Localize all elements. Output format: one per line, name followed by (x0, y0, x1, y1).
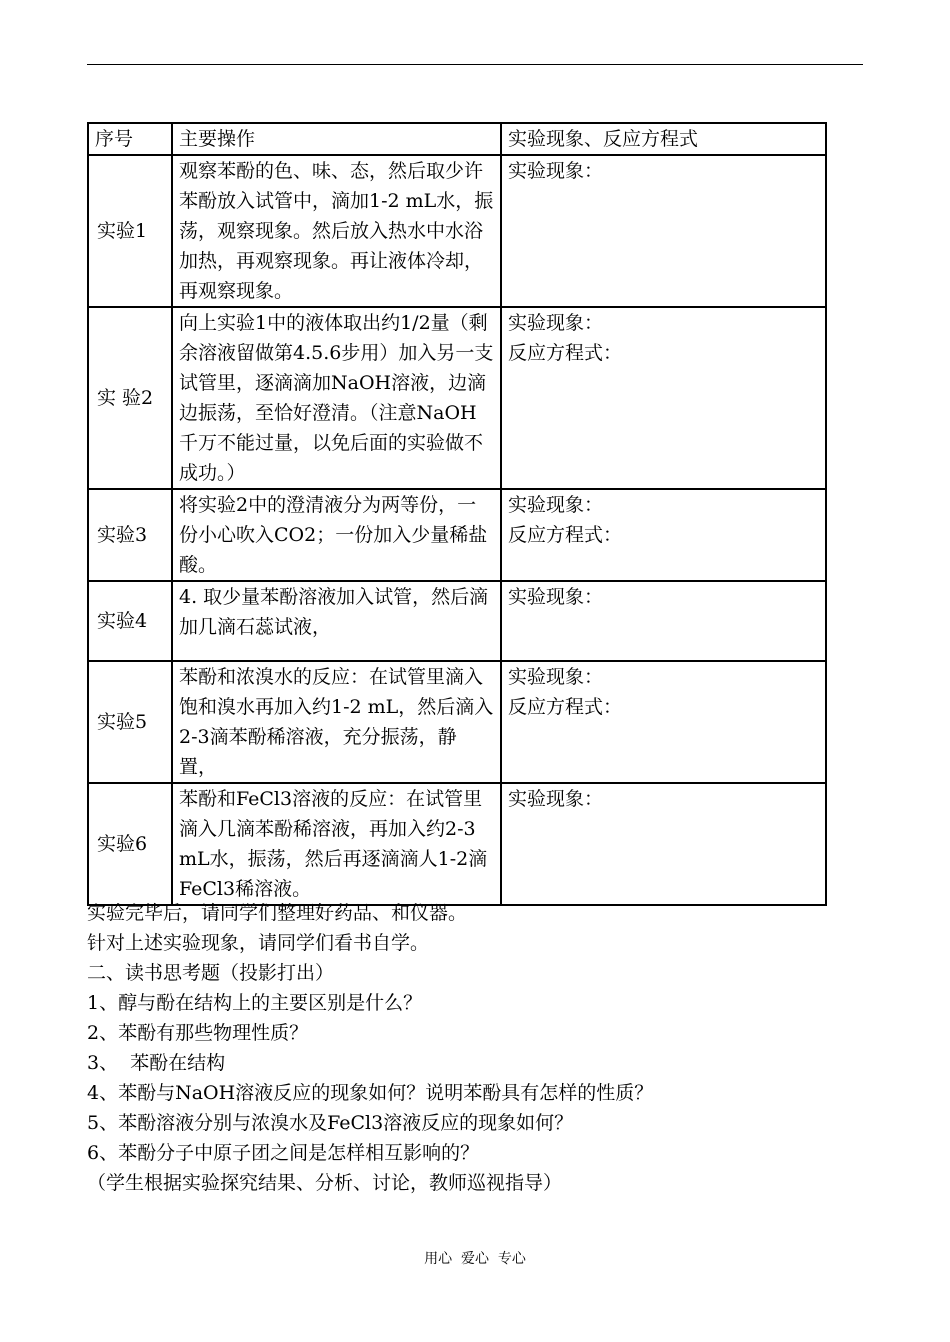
question-item: 4、苯酚与NaOH溶液反应的现象如何？说明苯酚具有怎样的性质？ (87, 1082, 654, 1104)
table-row (88, 307, 826, 489)
result-equation-label: 反应方程式： (508, 342, 623, 364)
question-item: 1、醇与酚在结构上的主要区别是什么？ (87, 992, 423, 1014)
row-result (501, 783, 826, 905)
question-item: 5、苯酚溶液分别与浓溴水及FeCl3溶液反应的现象如何？ (87, 1112, 574, 1134)
question-item: 2、苯酚有那些物理性质？ (87, 1022, 309, 1044)
row-seq: 实验4 (88, 581, 172, 661)
header-operation: 主要操作 (172, 123, 501, 155)
row-operation: 观察苯酚的色、味、态，然后取少许苯酚放入试管中，滴加1-2 mL水，振荡，观察现象。然后放入热水中水浴加热，再观察现象。再让液体冷却，再观察现象。 (172, 155, 501, 307)
note-line: 实验完毕后，请同学们整理好药品、和仪器。 (87, 902, 468, 924)
result-equation-label: 反应方程式： (508, 524, 623, 546)
row-result (501, 581, 826, 661)
page-footer: 用心 爱心 专心 (424, 1251, 526, 1267)
row-seq: 实验5 (88, 661, 172, 783)
row-operation: 苯酚和FeCl3溶液的反应：在试管里滴入几滴苯酚稀溶液，再加入约2-3 mL水，振荡，然后再逐滴滴人1-2滴FeCl3稀溶液。 (172, 783, 501, 905)
result-equation-label: 反应方程式： (508, 696, 623, 718)
experiment-table (87, 122, 827, 906)
result-phenomenon-label: 实验现象： (508, 312, 604, 334)
header-result: 实验现象、反应方程式 (501, 123, 826, 155)
row-result (501, 155, 826, 307)
row-seq: 实验1 (88, 155, 172, 307)
row-operation: 4. 取少量苯酚溶液加入试管，然后滴加几滴石蕊试液， (172, 581, 501, 661)
result-phenomenon-label: 实验现象： (508, 494, 604, 516)
result-phenomenon-label: 实验现象： (508, 160, 604, 182)
row-operation: 将实验2中的澄清液分为两等份，一份小心吹入CO2；一份加入少量稀盐酸。 (172, 489, 501, 581)
question-item: 6、苯酚分子中原子团之间是怎样相互影响的？ (87, 1142, 480, 1164)
table-row (88, 581, 826, 661)
result-phenomenon-label: 实验现象： (508, 586, 604, 608)
note-line: （学生根据实验探究结果、分析、讨论，教师巡视指导） (87, 1172, 563, 1194)
row-seq: 实 验2 (88, 307, 172, 489)
result-phenomenon-label: 实验现象： (508, 666, 604, 688)
table-row (88, 155, 826, 307)
header-rule (87, 64, 863, 65)
row-result (501, 489, 826, 581)
row-seq: 实验6 (88, 783, 172, 905)
row-result (501, 661, 826, 783)
header-seq: 序号 (88, 123, 172, 155)
table-row (88, 489, 826, 581)
question-item: 3、 苯酚在结构 (87, 1052, 226, 1074)
table-header-row (88, 123, 826, 155)
after-table-text (87, 898, 863, 1198)
row-operation: 苯酚和浓溴水的反应：在试管里滴入饱和溴水再加入约1-2 mL，然后滴入2-3滴苯酚稀溶液，充分振荡，静置， (172, 661, 501, 783)
result-phenomenon-label: 实验现象： (508, 788, 604, 810)
section-heading: 二、读书思考题（投影打出） (87, 962, 335, 984)
table-row (88, 661, 826, 783)
row-operation: 向上实验1中的液体取出约1/2量（剩余溶液留做第4.5.6步用）加入另一支试管里，逐滴滴加NaOH溶液，边滴边振荡，至恰好澄清。（注意NaOH千万不能过量，以免后面的实验做不成功。） (172, 307, 501, 489)
table-row (88, 783, 826, 905)
row-result (501, 307, 826, 489)
note-line: 针对上述实验现象，请同学们看书自学。 (87, 932, 430, 954)
row-seq: 实验3 (88, 489, 172, 581)
